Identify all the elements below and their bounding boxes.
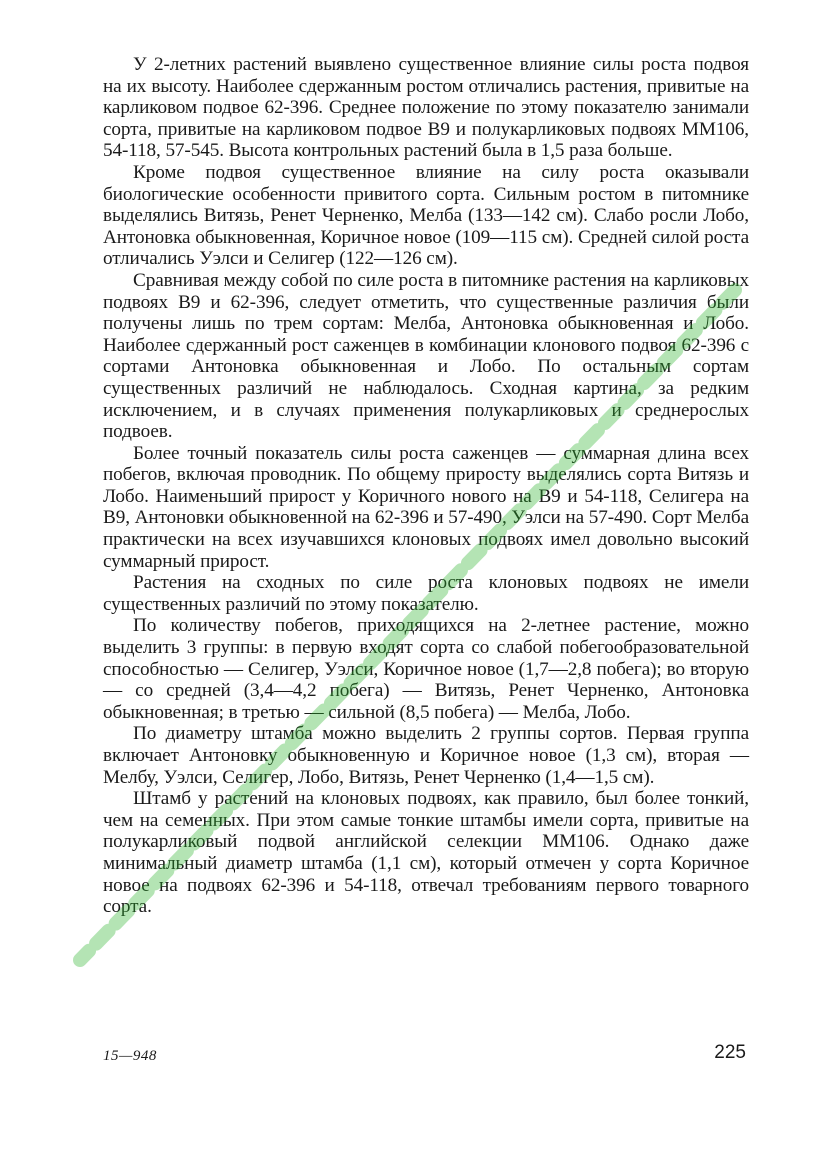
paragraph-3: Сравнивая между собой по силе роста в питомнике растения на карликовых подвоях В9 и 62-396, следует отметить, что существенные различия были получены лишь по трем сортам: Мелба, Антоновка обыкновенная и Лобо. Наиболее сдержанный рост саженцев в комбинации клонового подвоя 62-396 с сортами Антоновка обыкновенная и Лобо. По остальным сортам существенных различий не наблюдалось. Сходная картина, за редким исключением, и в случаях применения полукарликовых и среднерослых подвоев. <box>103 269 749 443</box>
paragraph-7: По диаметру штамба можно выделить 2 группы сортов. Первая группа включает Антоновку обыкновенную и Коричное новое (1,3 см), вторая — Мелбу, Уэлси, Селигер, Лобо, Витязь, Ренет Черненко (1,4—1,5 см). <box>103 723 749 788</box>
page-number: 225 <box>714 1042 746 1063</box>
paragraph-5: Растения на сходных по силе роста клоновых подвоях не имели существенных различий по этому показателю. <box>103 572 749 615</box>
paragraph-1: У 2-летних растений выявлено существенное влияние силы роста подвоя на их высоту. Наиболее сдержанным ростом отличались растения, привитые на карликовом подвое 62-396. Среднее положение по этому показателю занимали сорта, привитые на карликовом подвое В9 и полукарликовых подвоях ММ106, 54-118, 57-545. Высота контрольных растений была в 1,5 раза больше. <box>103 54 749 162</box>
paragraph-4: Более точный показатель силы роста саженцев — суммарная длина всех побегов, включая проводник. По общему приросту выделялись сорта Витязь и Лобо. Наименьший прирост у Коричного нового на В9 и 54-118, Селигера на В9, Антоновки обыкновенной на 62-396 и 57-490, Уэлси на 57-490. Сорт Мелба практически на всех изучавшихся клоновых подвоях имел довольно высокий суммарный прирост. <box>103 442 749 572</box>
body-text <box>103 54 749 918</box>
paragraph-2: Кроме подвоя существенное влияние на силу роста оказывали биологические особенности привитого сорта. Сильным ростом в питомнике выделялись Витязь, Ренет Черненко, Мелба (133—142 см). Слабо росли Лобо, Антоновка обыкновенная, Коричное новое (109—115 см). Средней силой роста отличались Уэлси и Селигер (122—126 см). <box>103 161 749 270</box>
paragraph-8: Штамб у растений на клоновых подвоях, как правило, был более тонкий, чем на семенных. При этом самые тонкие штамбы имели сорта, привитые на полукарликовый подвой английской селекции ММ106. Однако даже минимальный диаметр штамба (1,1 см), который отмечен у сорта Коричное новое на подвоях 62-396 и 54-118, отвечал требованиям первого товарного сорта. <box>103 788 749 918</box>
printer-signature: 15—948 <box>103 1048 157 1064</box>
paragraph-6: По количеству побегов, приходящихся на 2-летнее растение, можно выделить 3 группы: в первую входят сорта со слабой побегообразовательной способностью — Селигер, Уэлси, Коричное новое (1,7—2,8 побега); во вторую — со средней (3,4—4,2 побега) — Витязь, Ренет Черненко, Антоновка обыкновенная; в третью — сильной (8,5 побега) — Мелба, Лобо. <box>103 615 749 723</box>
